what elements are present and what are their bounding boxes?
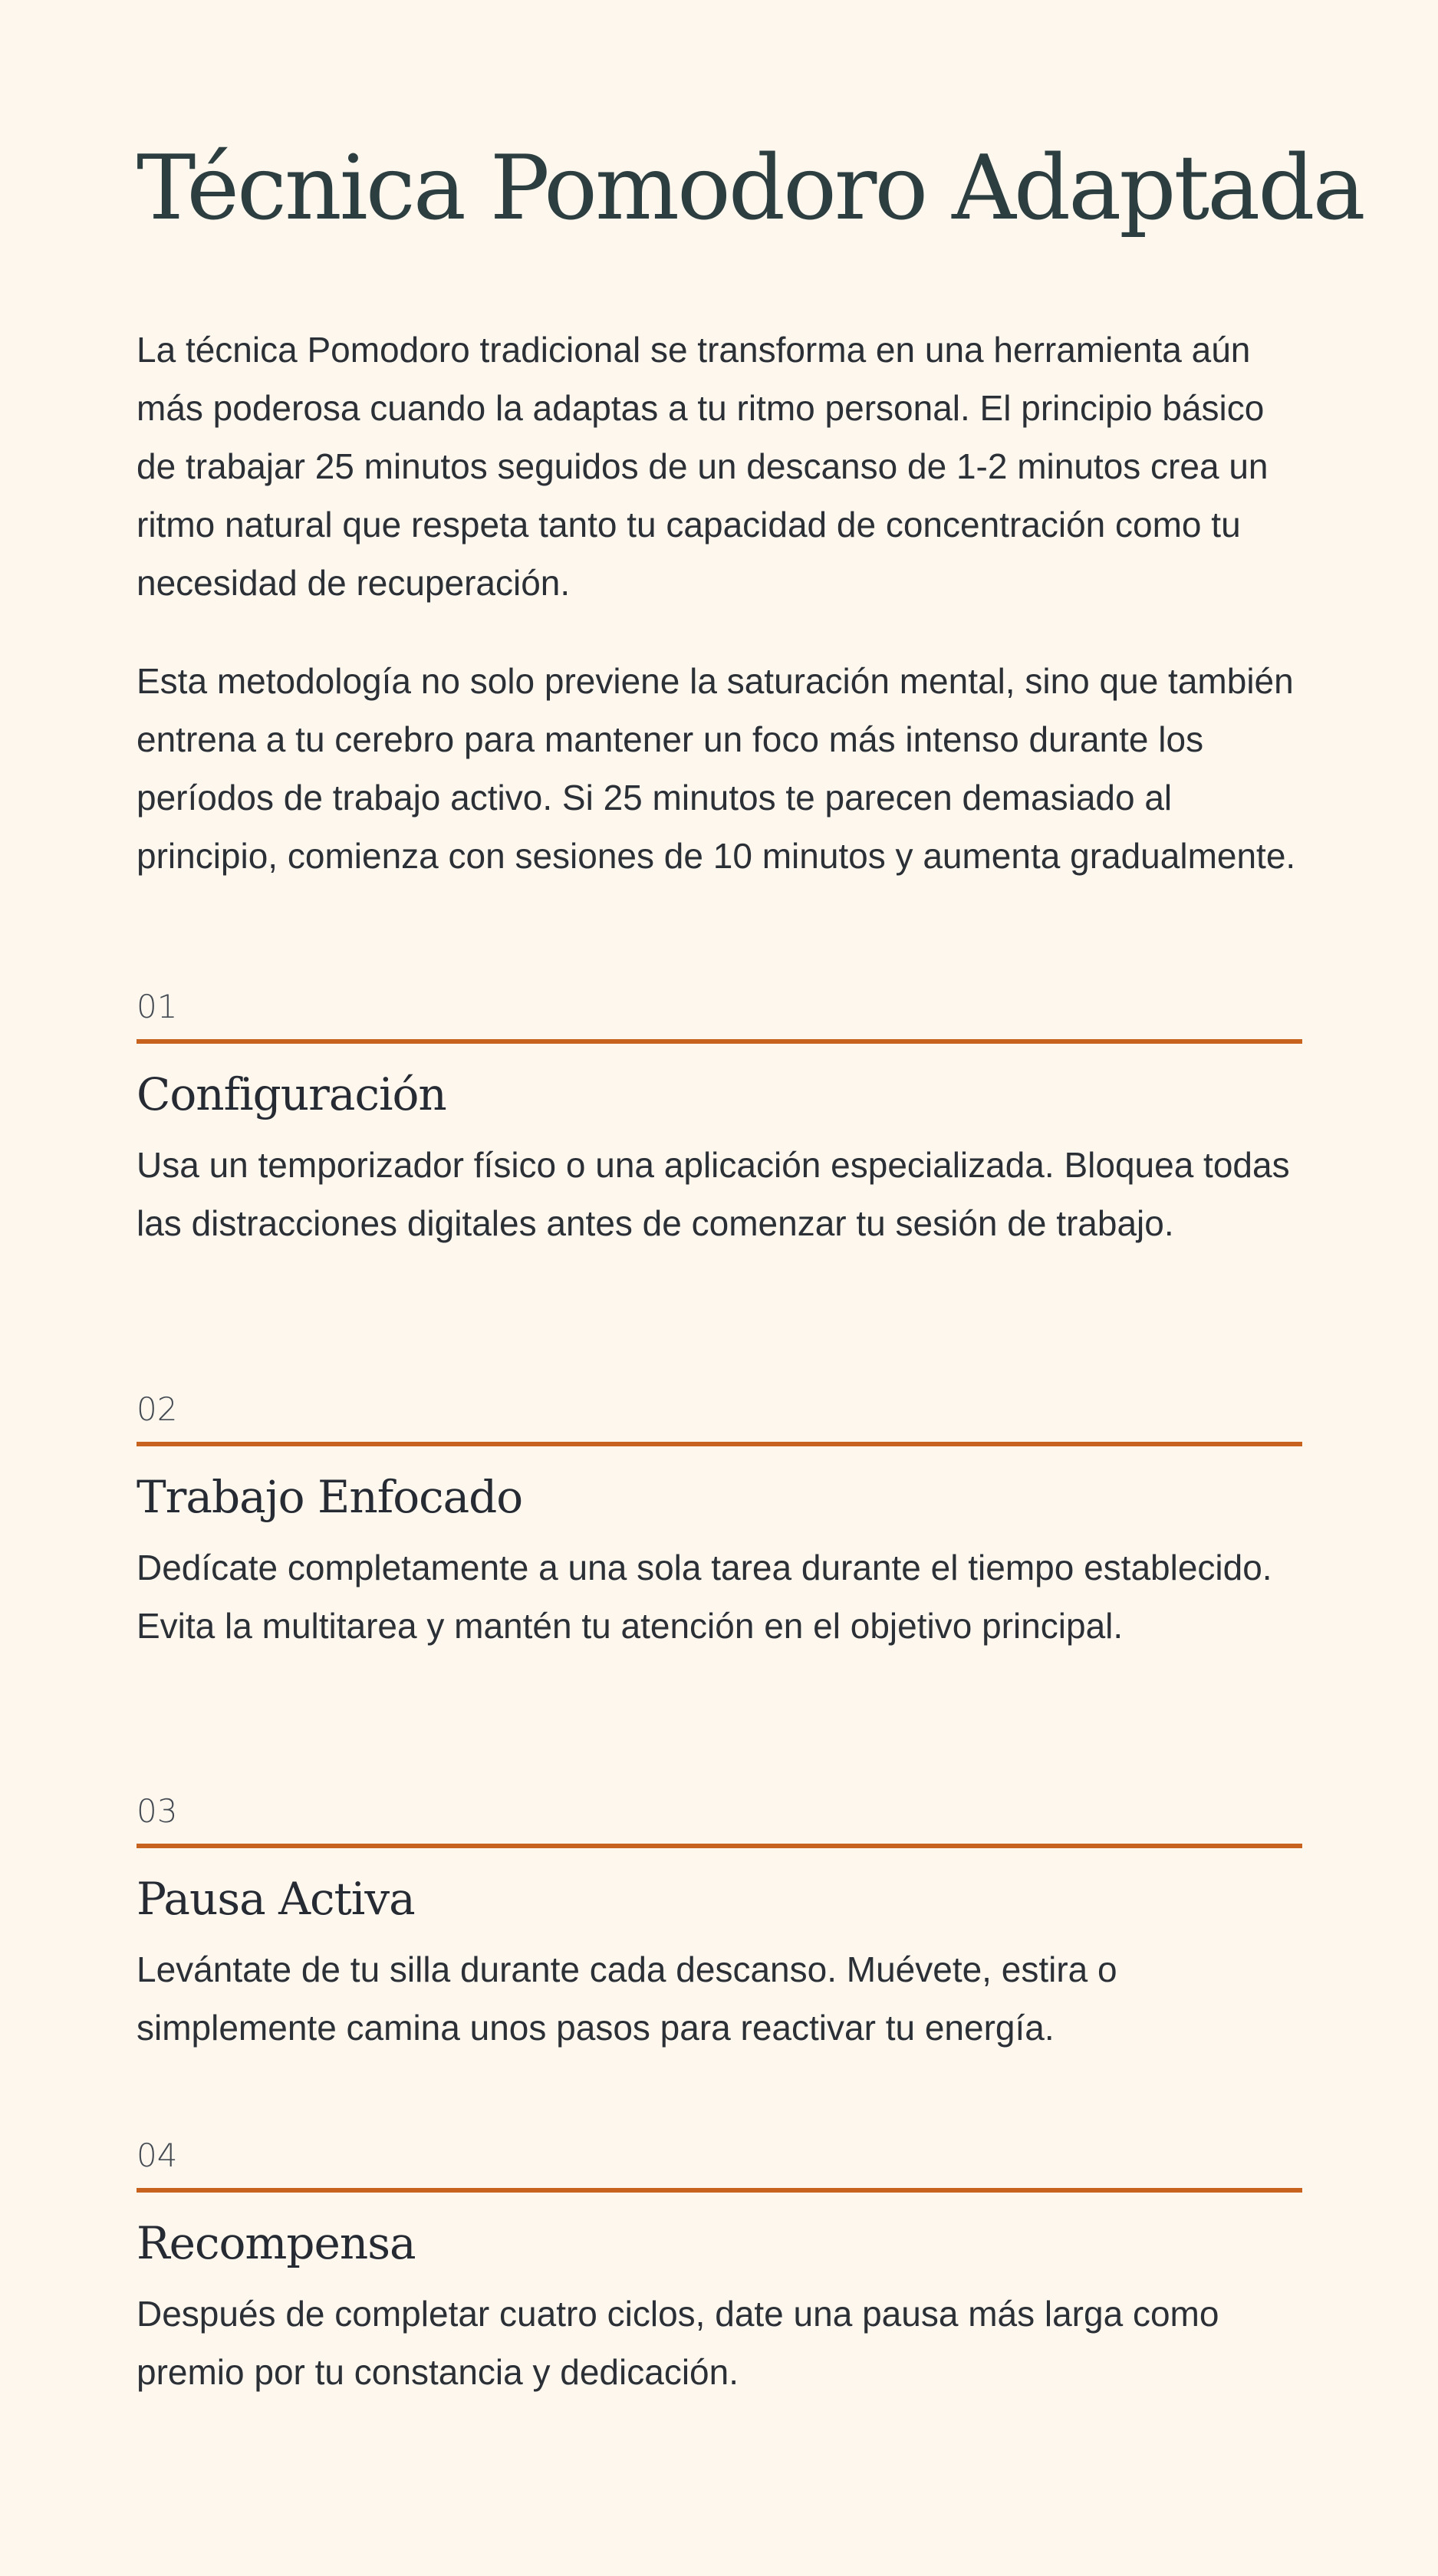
step-divider: [137, 1844, 1302, 1848]
intro-paragraph: La técnica Pomodoro tradicional se transforma en una herramienta aún más poderosa cuando la adaptas a tu ritmo personal. El principio básico de trabajar 25 minutos seguidos de un descanso de 1-2 minutos crea un ritmo natural que respeta tanto tu capacidad de concentración como tu necesidad de recuperación.: [137, 330, 1269, 603]
step-divider: [137, 2188, 1302, 2193]
step-number: 01: [137, 988, 178, 1025]
step-number: 02: [137, 1390, 178, 1428]
step-description: Después de completar cuatro ciclos, date una pausa más larga como premio por tu constancia y dedicación.: [137, 2294, 1219, 2392]
step-description: Usa un temporizador físico o una aplicación especializada. Bloquea todas las distracciones digitales antes de comenzar tu sesión de trabajo.: [137, 1145, 1290, 1243]
step-description: Dedícate completamente a una sola tarea durante el tiempo establecido. Evita la multitarea y mantén tu atención en el objetivo principal.: [137, 1548, 1272, 1646]
step-divider: [137, 1442, 1302, 1446]
step-number: 04: [137, 2137, 178, 2174]
step-title: Recompensa: [137, 2217, 416, 2269]
intro-paragraph: Esta metodología no solo previene la saturación mental, sino que también entrena a tu cerebro para mantener un foco más intenso durante los períodos de trabajo activo. Si 25 minutos te parecen demasiado al principio, comienza con sesiones de 10 minutos y aumenta gradualmente.: [137, 661, 1296, 876]
step-divider: [137, 1039, 1302, 1044]
step-title: Pausa Activa: [137, 1873, 415, 1925]
step-title: Configuración: [137, 1068, 446, 1120]
step-description: Levántate de tu silla durante cada descanso. Muévete, estira o simplemente camina unos pasos para reactivar tu energía.: [137, 1949, 1117, 2048]
step-number: 03: [137, 1792, 178, 1830]
step-title: Trabajo Enfocado: [137, 1471, 523, 1523]
page-title: Técnica Pomodoro Adaptada: [137, 137, 1364, 240]
